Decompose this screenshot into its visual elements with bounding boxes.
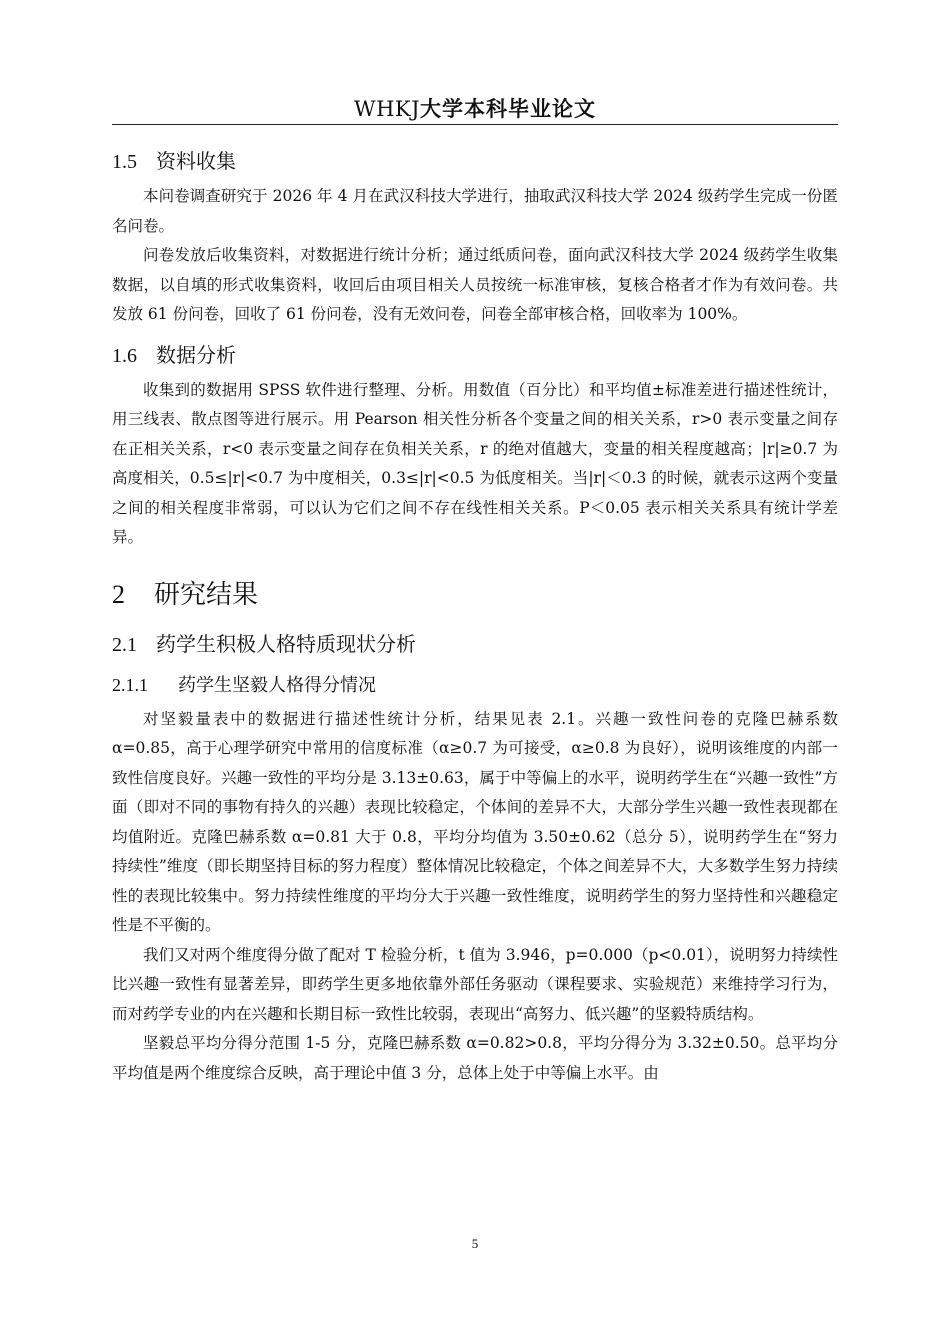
- section-number: 1.6: [112, 344, 137, 367]
- running-header: [112, 93, 838, 123]
- subsection-number: 2.1.1: [112, 674, 148, 695]
- paragraph: 我们又对两个维度得分做了配对 T 检验分析，t 值为 3.946，p=0.000（p<0.01），说明努力持续性比兴趣一致性有显著差异，即药学生更多地依靠外部任务驱动（课程要求、实验规范）来维持学习行为，而对药学专业的内在兴趣和长期目标一致性比较弱，表现出“高努力、低兴趣”的坚毅特质结构。: [112, 945, 838, 1023]
- section-heading-1-6: [112, 334, 838, 376]
- header-rule: [112, 124, 838, 125]
- section-number: 2.1: [112, 633, 137, 656]
- paragraph: 本问卷调查研究于 2026 年 4 月在武汉科技大学进行，抽取武汉科技大学 2024 级药学生完成一份匿名问卷。: [112, 187, 838, 235]
- paragraph: 对坚毅量表中的数据进行描述性统计分析，结果见表 2.1。兴趣一致性问卷的克隆巴赫系数 α=0.85，高于心理学研究中常用的信度标准（α≥0.7 为可接受，α≥0.8 为良好），说明该维度的内部一致性信度良好。兴趣一致性的平均分是 3.13±0.63，属于中等偏上的水平，说明药学生在“兴趣一致性”方面（即对不同的事物有持久的兴趣）表现比较稳定，个体间的差异不大，大部分学生兴趣一致性表现都在均值附近。克隆巴赫系数 α=0.81 大于 0.8，平均分均值为 3.50±0.62（总分 5），说明药学生在“努力持续性”维度（即长期坚持目标的努力程度）整体情况比较稳定，个体之间差异不大，大多数学生努力持续性的表现比较集中。努力持续性维度的平均分大于兴趣一致性维度，说明药学生的努力坚持性和兴趣稳定性是不平衡的。: [112, 709, 838, 934]
- paragraph: 收集到的数据用 SPSS 软件进行整理、分析。用数值（百分比）和平均值±标准差进行描述性统计，用三线表、散点图等进行展示。用 Pearson 相关性分析各个变量之间的相关关系，r>0 表示变量之间存在正相关关系，r<0 表示变量之间存在负相关关系，r 的绝对值越大，变量的相关程度越高；|r|≥0.7 为高度相关，0.5≤|r|<0.7 为中度相关，0.3≤|r|<0.5 为低度相关。当|r|＜0.3 的时候，就表示这两个变量之间的相关程度非常弱，可以认为它们之间不存在线性相关关系。P＜0.05 表示相关关系具有统计学差异。: [112, 380, 838, 546]
- section-heading-2-1: [112, 623, 838, 665]
- section-heading-1-5: [112, 140, 838, 182]
- header-title: 大学本科毕业论文: [420, 96, 596, 121]
- spacer: [112, 553, 838, 567]
- section-title: 数据分析: [156, 342, 236, 367]
- chapter-heading-2: [112, 567, 838, 623]
- section-title: 资料收集: [156, 149, 236, 173]
- header-prefix: WHKJ: [353, 97, 420, 121]
- page-number: 5: [471, 1236, 479, 1251]
- paragraph: 坚毅总平均分得分范围 1-5 分，克隆巴赫系数 α=0.82>0.8，平均分得分为 3.32±0.50。总平均分平均值是两个维度综合反映，高于理论中值 3 分，总体上处于中等偏上水平。由: [112, 1034, 838, 1082]
- subsection-title: 药学生坚毅人格得分情况: [178, 674, 376, 696]
- page-content: [112, 140, 838, 1088]
- subsection-heading-2-1-1: [112, 665, 838, 705]
- chapter-title: 研究结果: [154, 579, 259, 610]
- chapter-number: 2: [112, 579, 125, 609]
- paragraph: 问卷发放后收集资料，对数据进行统计分析；通过纸质问卷，面向武汉科技大学 2024 级药学生收集数据，以自填的形式收集资料，收回后由项目相关人员按统一标准审核，复核合格者才作为有效问卷。共发放 61 份问卷，回收了 61 份问卷，没有无效问卷，问卷全部审核合格，回收率为 100%。: [112, 246, 838, 323]
- section-number: 1.5: [112, 151, 137, 173]
- section-title: 药学生积极人格特质现状分析: [156, 631, 416, 656]
